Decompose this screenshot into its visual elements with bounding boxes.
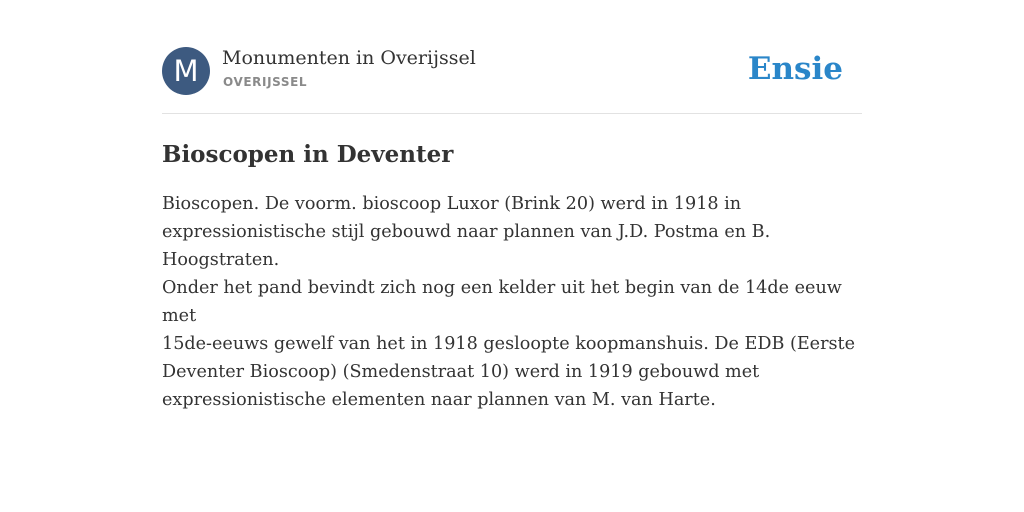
card-header — [162, 46, 862, 114]
article-body: Bioscopen. De voorm. bioscoop Luxor (Brink 20) werd in 1918 in expressionistische stijl gebouwd naar plannen van J.D. Postma en B. Hoogstraten. Onder het pand bevindt zich nog een kelder uit het begin van de 14de eeuw met 15de-eeuws gewelf van het in 1918 gesloopte koopmanshuis. De EDB (Eerste Deventer Bioscoop) (Smedenstraat 10) werd in 1919 gebouwd met expressionistische elementen naar plannen van M. van Harte. — [162, 194, 856, 410]
ensie-logo[interactable]: Ensie — [747, 51, 843, 87]
source-avatar[interactable]: M — [162, 47, 210, 95]
article-title: Bioscopen in Deventer — [162, 141, 454, 168]
source-name-link[interactable]: Monumenten in Overijssel — [222, 47, 476, 69]
definition-card — [162, 46, 862, 414]
source-category: OVERIJSSEL — [223, 75, 308, 89]
